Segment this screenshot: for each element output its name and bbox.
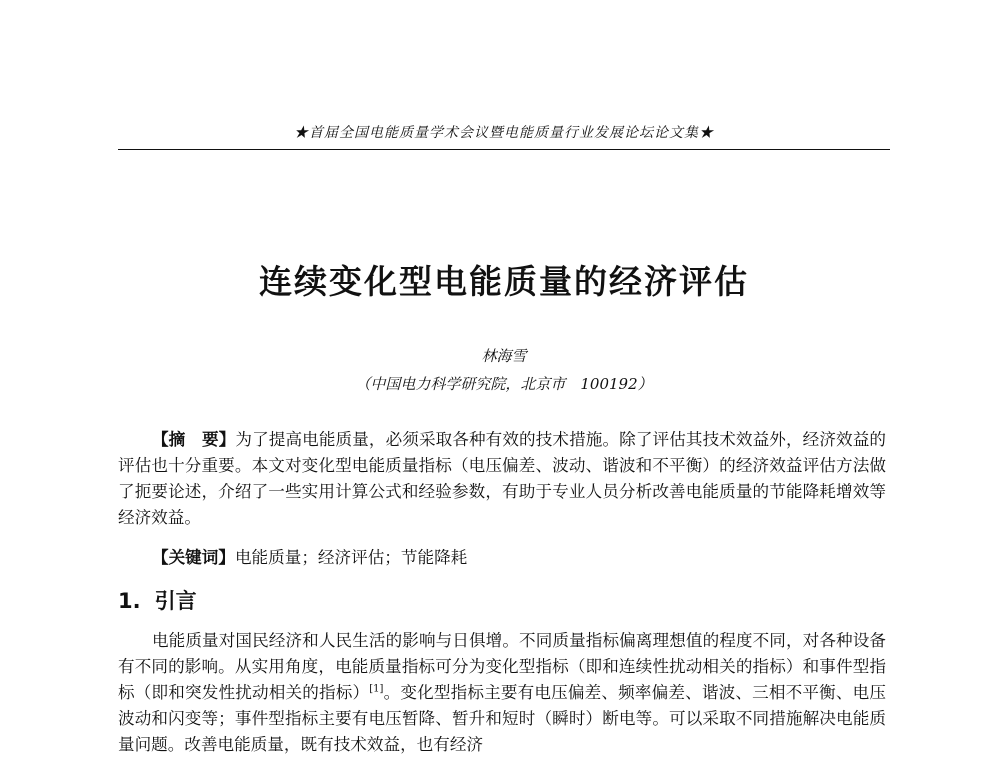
abstract xyxy=(118,426,886,531)
author-affiliation: （中国电力科学研究院，北京市 100192） xyxy=(355,375,653,393)
keywords xyxy=(152,544,467,571)
author-name: 林海雪 xyxy=(481,347,527,365)
citation-marker[interactable]: [1] xyxy=(369,683,384,695)
paper-title: 连续变化型电能质量的经济评估 xyxy=(259,262,749,301)
abstract-text: 为了提高电能质量，必须采取各种有效的技术措施。除了评估其技术效益外，经济效益的评估也十分重要。本文对变化型电能质量指标（电压偏差、波动、谐波和不平衡）的经济效益评估方法做了扼要论述，介绍了一些实用计算公式和经验参数，有助于专业人员分析改善电能质量的节能降耗增效等经济效益。 xyxy=(118,430,887,527)
header-rule xyxy=(118,149,890,150)
body-paragraph xyxy=(118,628,886,758)
running-header: ★首届全国电能质量学术会议暨电能质量行业发展论坛论文集★ xyxy=(294,125,714,141)
body-text-part2: 。变化型指标主要有电压偏差、频率偏差、谐波、三相不平衡、电压波动和闪变等；事件型指标主要有电压暂降、暂升和短时（瞬时）断电等。可以采取不同措施解决电能质量问题。改善电能质量，既有技术效益，也有经济 xyxy=(118,683,887,754)
section-number: 1. xyxy=(118,589,141,613)
abstract-label: 【摘 要】 xyxy=(152,429,236,449)
keywords-text: 电能质量；经济评估；节能降耗 xyxy=(234,548,468,567)
body-text-part1: 电能质量对国民经济和人民生活的影响与日俱增。不同质量指标偏离理想值的程度不同，对各种设备有不同的影响。从实用角度，电能质量指标可分为变化型指标（即和连续性扰动相关的指标）和事件型指标（即和突发性扰动相关的指标） xyxy=(118,631,886,702)
section-heading-introduction xyxy=(118,585,197,615)
keywords-label: 【关键词】 xyxy=(152,547,235,567)
section-title: 引言 xyxy=(154,589,197,613)
